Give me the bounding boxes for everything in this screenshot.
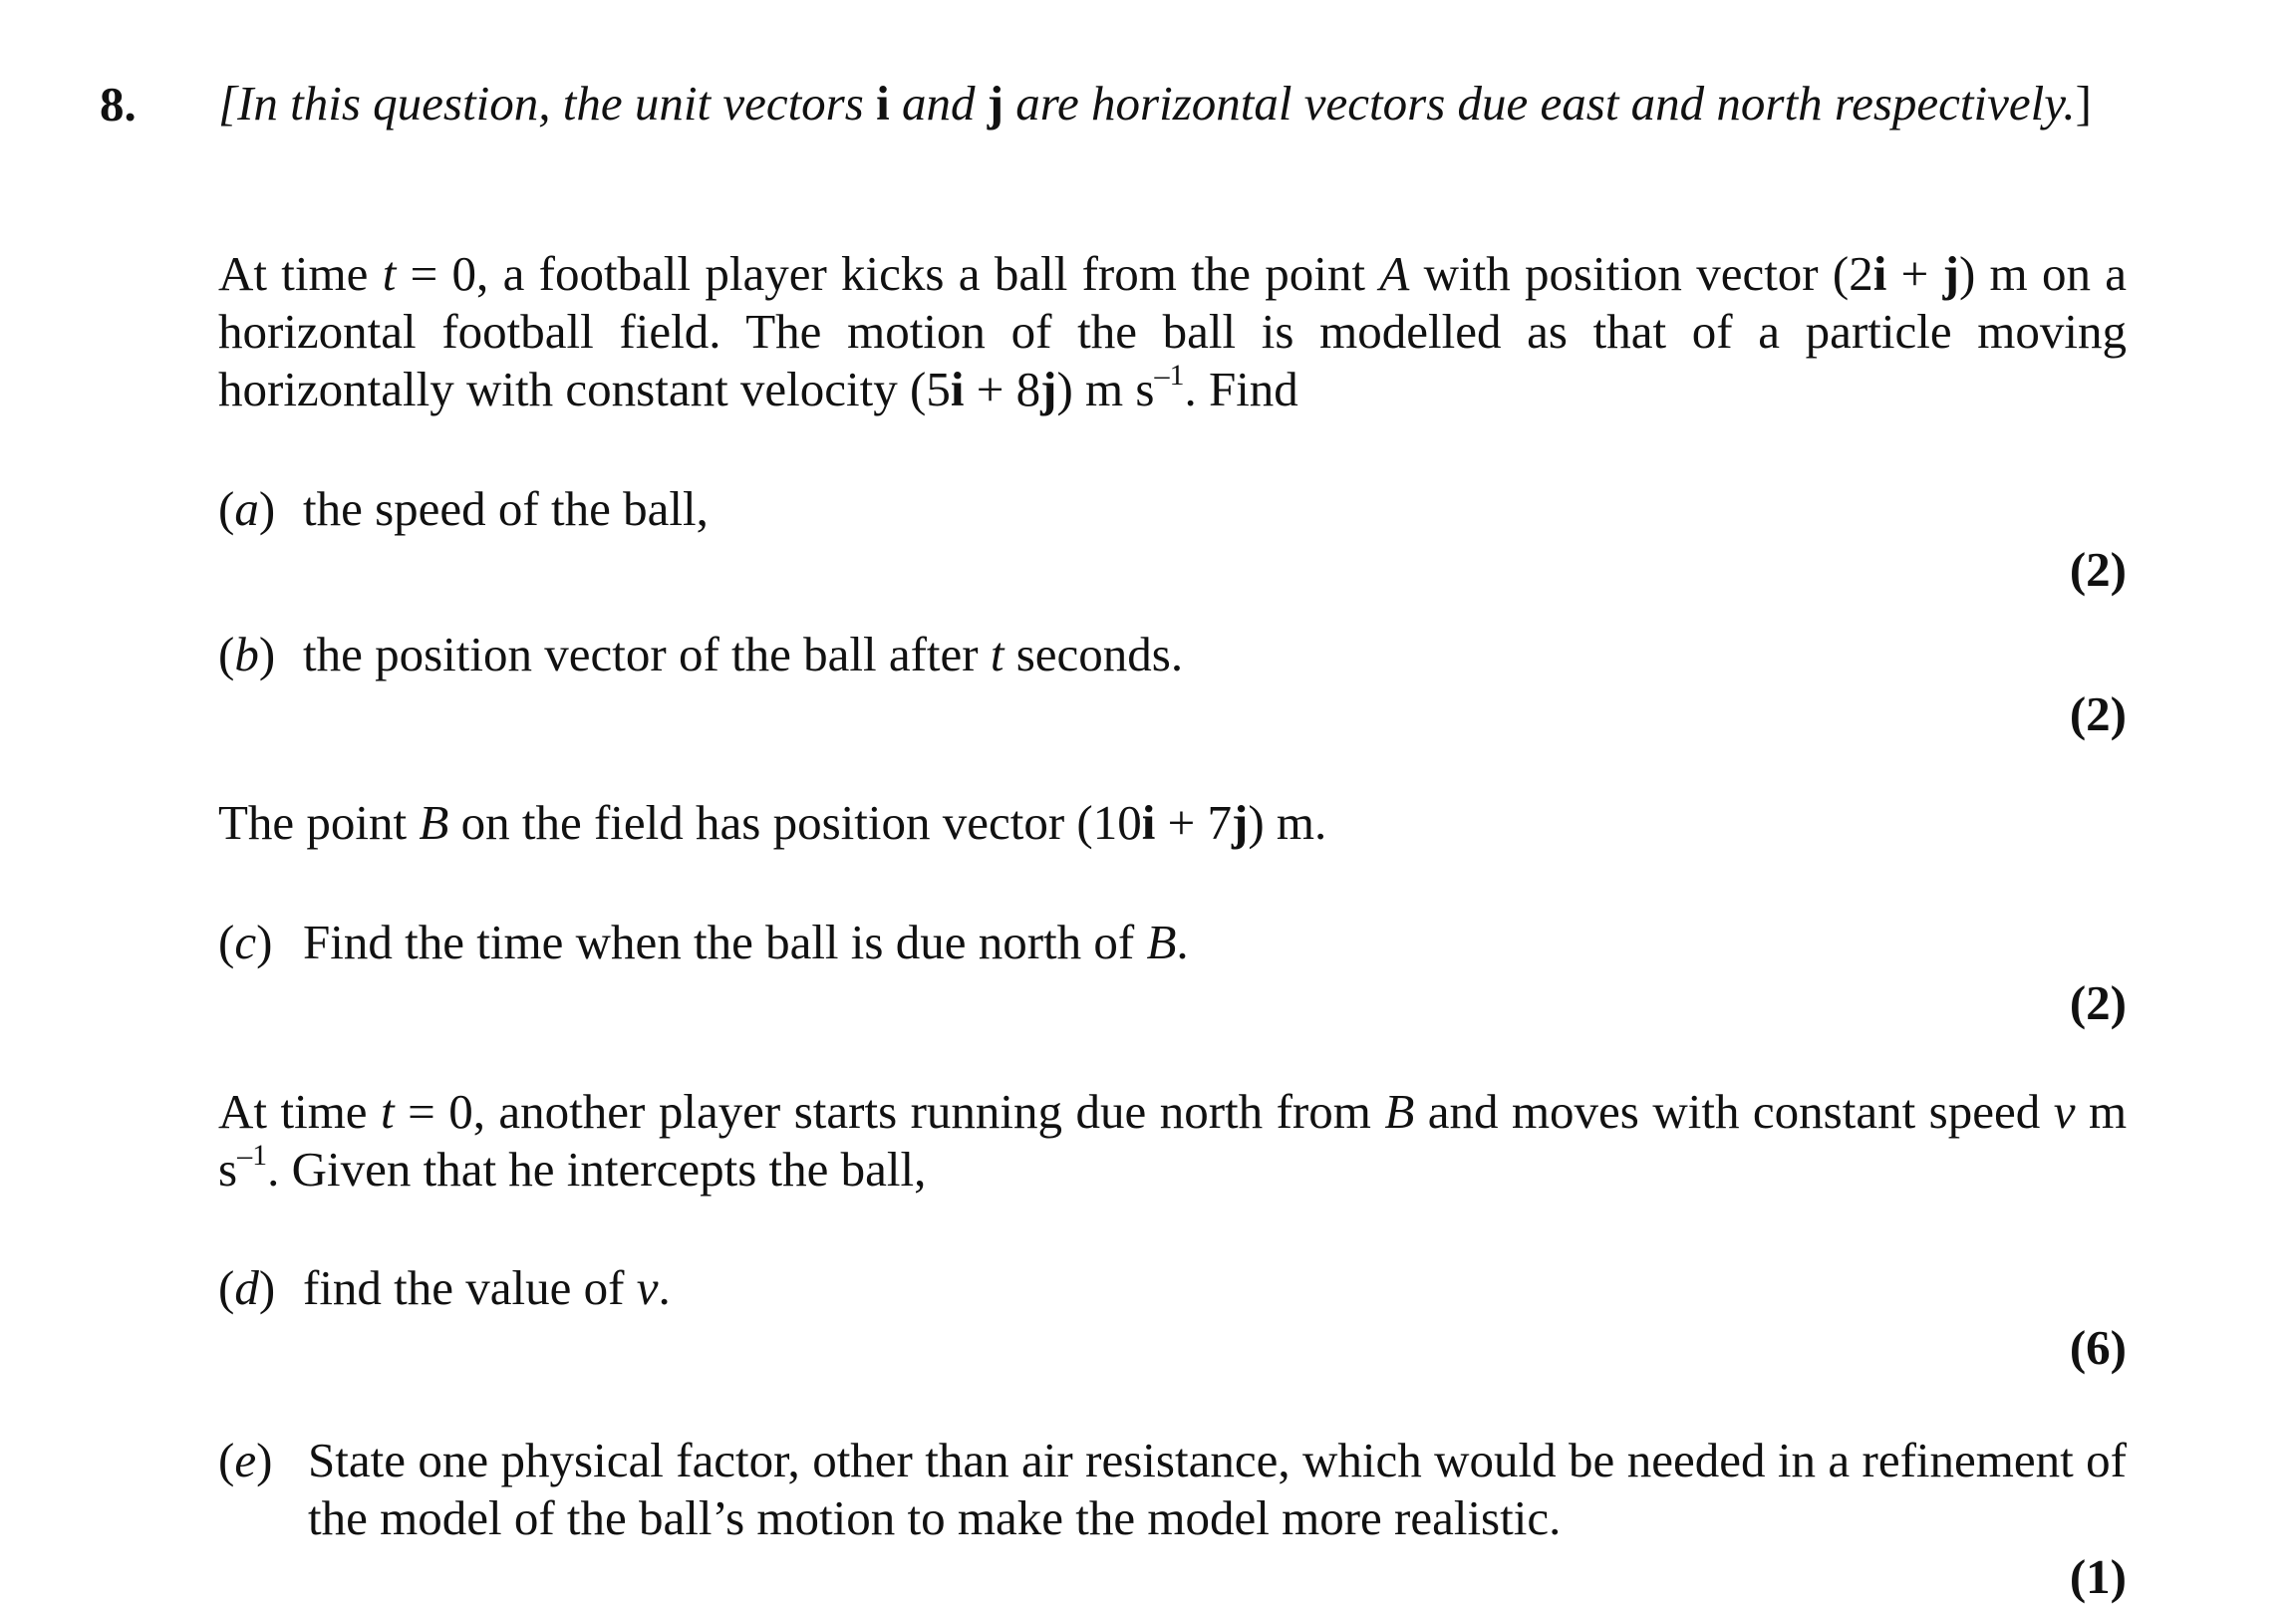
part-a-text: the speed of the ball, [303, 481, 709, 536]
part-c-text: Find the time when the ball is due north of B. [303, 915, 1189, 969]
part-b-text: the position vector of the ball after t seconds. [303, 627, 1184, 681]
part-a-marks: (2) [2069, 542, 2127, 597]
part-e-text: State one physical factor, other than air resistance, which would be needed in a refinement of the model of the ball’s motion to make the model more realistic. [308, 1433, 2127, 1545]
part-a-label: (a) [218, 481, 276, 536]
part-c-marks: (2) [2069, 975, 2127, 1030]
part-d-text: find the value of v. [303, 1260, 671, 1315]
part-e-label: (e) [218, 1433, 273, 1487]
part-b-label: (b) [218, 627, 276, 681]
point-b-statement: The point B on the field has position vector (10i + 7j) m. [218, 795, 1327, 850]
part-c-label: (c) [218, 915, 273, 969]
part-e-marks: (1) [2069, 1549, 2127, 1604]
part-d-marks: (6) [2069, 1320, 2127, 1375]
question-instruction: [In this question, the unit vectors i and j are horizontal vectors due east and north respectively.] [218, 76, 2092, 131]
part-d-label: (d) [218, 1260, 276, 1315]
question-number: 8. [100, 77, 137, 132]
part-b-marks: (2) [2069, 686, 2127, 741]
second-player-paragraph: At time t = 0, another player starts running due north from B and moves with constant speed v m $s^{-1}$. Given that he intercepts the ball, [218, 1084, 2128, 1197]
question-intro-paragraph: At time t = 0, a football player kicks a ball from the point A with position vector (2i + j) m on a horizontal football field. The motion of the ball is modelled as that of a particle moving horizontally with constant velocity (5i + 8j) m $s^{-1}$. Find [218, 246, 2128, 416]
